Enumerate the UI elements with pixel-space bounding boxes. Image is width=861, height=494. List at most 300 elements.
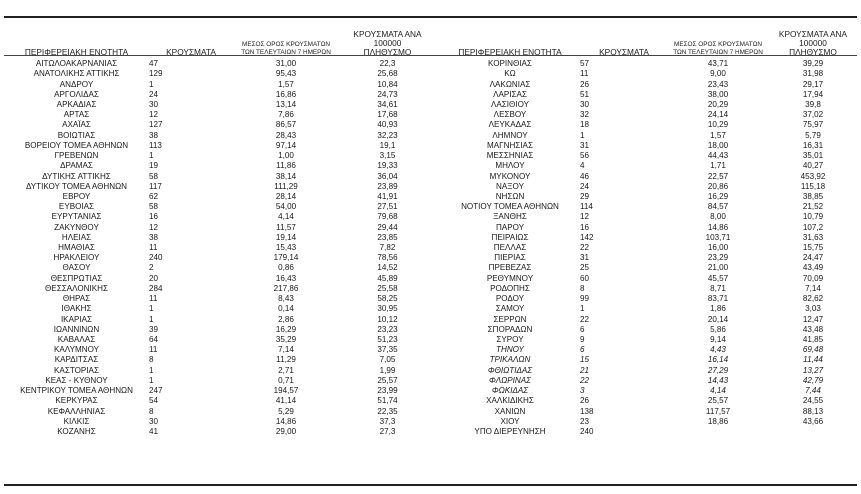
cases-cell: 62: [149, 191, 159, 201]
table-row: [440, 161, 858, 171]
region-cell: ΡΟΔΟΥ: [495, 294, 525, 304]
region-cell: ΛΕΥΚΑΔΑΣ: [488, 120, 532, 130]
region-cell: ΓΡΕΒΕΝΩΝ: [54, 151, 99, 161]
table-row: [440, 171, 858, 181]
avg7-header: [233, 30, 339, 57]
table-row: [440, 345, 858, 355]
cases-cell: 1: [149, 365, 154, 375]
cases-cell: 23: [580, 416, 590, 426]
per100k-cell: 31,98: [802, 69, 824, 79]
table-row: [4, 223, 436, 233]
cases-cell: 6: [580, 345, 585, 355]
avg7-cell: 18,86: [707, 416, 729, 426]
avg7-cell: 11,29: [276, 355, 296, 365]
bottom-rule: [4, 484, 857, 486]
cases-cell: 64: [149, 335, 159, 345]
cases-cell: 51: [580, 89, 590, 99]
per100k-cell: 78,56: [377, 253, 398, 263]
region-cell: ΕΥΒΟΙΑΣ: [58, 202, 95, 212]
per100k-cell: 35,01: [802, 151, 824, 161]
avg7-cell: 20,14: [707, 314, 729, 324]
avg7-cell: 44,43: [707, 151, 729, 161]
per100k-cell: 3,03: [805, 304, 821, 314]
per100k-header: [339, 30, 436, 57]
table-row: [4, 151, 436, 161]
table-row: [4, 120, 436, 130]
avg7-cell: 0,14: [278, 304, 294, 314]
avg7-cell: 83,71: [707, 294, 729, 304]
table-row: [440, 274, 858, 284]
table-row: [4, 171, 436, 181]
per100k-cell: 24,73: [377, 89, 398, 99]
region-cell: ΙΚΑΡΙΑΣ: [60, 314, 93, 324]
cases-cell: 16: [580, 222, 590, 232]
region-cell: ΣΥΡΟΥ: [496, 335, 524, 345]
avg7-cell: 54,00: [275, 202, 297, 212]
avg7-cell: 14,86: [707, 222, 729, 232]
table-row: [4, 335, 436, 345]
cases-cell: 19: [149, 161, 159, 171]
cases-cell: 38: [149, 232, 159, 242]
per100k-cell: 7,14: [805, 283, 821, 293]
region-cell: ΡΟΔΟΠΗΣ: [490, 283, 530, 293]
per100k-cell: 17,68: [377, 110, 398, 120]
per100k-cell: 10,79: [802, 212, 824, 222]
cases-cell: 1: [149, 151, 154, 161]
cases-cell: 240: [149, 253, 163, 263]
cases-cell: 114: [580, 202, 593, 212]
table-row: [4, 192, 436, 202]
cases-cell: 32: [580, 110, 590, 120]
per100k-cell: 30,95: [377, 304, 398, 314]
avg7-cell: 13,14: [275, 99, 297, 109]
per100k-header-line1: ΚΡΟΥΣΜΑΤΑ ΑΝΑ 100000: [778, 29, 848, 48]
avg7-cell: 7,86: [278, 110, 294, 120]
table-row: [4, 325, 436, 335]
cases-cell: 16: [149, 212, 159, 222]
region-cell: ΑΡΚΑΔΙΑΣ: [56, 99, 97, 109]
avg7-cell: 2,71: [278, 365, 294, 375]
region-cell: ΚΕΝΤΡΙΚΟΥ ΤΟΜΕΑ ΑΘΗΝΩΝ: [20, 386, 133, 396]
per100k-cell: 7,82: [379, 243, 396, 253]
region-cell: ΜΑΓΝΗΣΙΑΣ: [487, 140, 533, 150]
region-cell: ΝΟΤΙΟΥ ΤΟΜΕΑ ΑΘΗΝΩΝ: [461, 202, 559, 212]
table-row: [440, 100, 858, 110]
per100k-cell: 38,85: [802, 191, 824, 201]
region-cell: ΥΠΟ ΔΙΕΡΕΥΝΗΣΗ: [474, 426, 546, 436]
cases-cell: 1: [149, 79, 154, 89]
table-row: [4, 274, 436, 284]
avg7-cell: 16,00: [707, 243, 729, 253]
region-cell: ΤΡΙΚΑΛΩΝ: [489, 355, 531, 365]
avg7-cell: 10,29: [707, 120, 729, 130]
avg7-cell: 21,00: [707, 263, 729, 273]
cases-cell: 1: [580, 304, 585, 314]
avg7-cell: 194,57: [273, 386, 299, 396]
per100k-cell: 23,85: [377, 232, 398, 242]
avg7-cell: 35,29: [275, 335, 297, 345]
cases-cell: 127: [149, 120, 163, 130]
avg7-cell: [668, 427, 768, 437]
cases-cell: 58: [149, 202, 159, 212]
table-row: [440, 253, 858, 263]
avg7-cell: 4,43: [710, 345, 726, 355]
avg7-cell: 86,57: [275, 120, 297, 130]
table-row: [440, 427, 858, 437]
table-row: [4, 427, 436, 437]
cases-cell: 2: [149, 263, 154, 273]
cases-cell: 24: [580, 181, 590, 191]
region-cell: ΛΑΣΙΘΙΟΥ: [490, 99, 530, 109]
cases-cell: 11: [580, 69, 589, 79]
avg7-cell: 31,00: [275, 59, 297, 69]
table-row: [4, 243, 436, 253]
region-cell: ΔΥΤΙΚΗΣ ΑΤΤΙΚΗΣ: [42, 171, 111, 181]
per100k-cell: 36,04: [377, 171, 398, 181]
per100k-cell: 79,68: [377, 212, 398, 222]
region-cell: ΚΑΛΥΜΝΟΥ: [53, 345, 100, 355]
per100k-cell: 23,99: [377, 386, 398, 396]
per100k-cell: 17,94: [802, 89, 824, 99]
cases-cell: 8: [149, 406, 154, 416]
avg7-cell: 9,14: [710, 335, 726, 345]
table-row: [4, 79, 436, 89]
avg7-cell: 0,71: [278, 375, 294, 385]
cases-cell: 22: [580, 314, 590, 324]
cases-cell: 11: [149, 294, 158, 304]
avg7-cell: 16,43: [275, 273, 297, 283]
per100k-cell: 27,3: [379, 426, 396, 436]
region-cell: ΧΑΛΚΙΔΙΚΗΣ: [486, 396, 534, 406]
cases-cell: 22: [580, 243, 590, 253]
region-cell: ΘΕΣΠΡΩΤΙΑΣ: [50, 273, 103, 283]
table-row: [440, 212, 858, 222]
cases-cell: 31: [580, 140, 590, 150]
per100k-cell: 22,3: [379, 59, 396, 69]
cases-cell: 54: [149, 396, 159, 406]
region-header: ΠΕΡΙΦΕΡΕΙΑΚΗ ΕΝΟΤΗΤΑ: [458, 47, 562, 57]
region-cell: ΔΥΤΙΚΟΥ ΤΟΜΕΑ ΑΘΗΝΩΝ: [25, 181, 128, 191]
cases-cell: 26: [580, 396, 590, 406]
avg7-cell: 9,00: [710, 69, 726, 79]
avg7-cell: 18,00: [707, 140, 729, 150]
region-cell: ΦΩΚΙΔΑΣ: [491, 386, 529, 396]
cases-table-left: [4, 30, 436, 437]
top-rule: [4, 16, 857, 18]
avg7-cell: 23,43: [707, 79, 729, 89]
table-row: [440, 396, 858, 406]
per100k-cell: 16,31: [802, 140, 824, 150]
region-cell: ΦΘΙΩΤΙΔΑΣ: [487, 365, 533, 375]
avg7-cell: 28,43: [275, 130, 297, 140]
table-row: [4, 314, 436, 324]
per100k-header: [768, 30, 858, 57]
left-table-body: [4, 59, 436, 437]
avg7-cell: 38,14: [275, 171, 297, 181]
region-cell: ΠΑΡΟΥ: [495, 222, 525, 232]
per100k-cell: 43,49: [802, 263, 824, 273]
avg7-cell: 25,57: [707, 396, 729, 406]
avg7-cell: 4,14: [278, 212, 294, 222]
region-cell: ΤΗΝΟΥ: [496, 345, 524, 355]
cases-cell: 30: [149, 99, 159, 109]
per100k-cell: [768, 427, 858, 437]
cases-cell: 41: [149, 426, 159, 436]
region-cell: ΣΕΡΡΩΝ: [493, 314, 527, 324]
avg7-cell: 14,43: [707, 375, 729, 385]
per100k-cell: 10,84: [377, 79, 398, 89]
region-header: ΠΕΡΙΦΕΡΕΙΑΚΗ ΕΝΟΤΗΤΑ: [24, 47, 129, 57]
table-row: [4, 161, 436, 171]
per100k-cell: 23,23: [377, 324, 398, 334]
per100k-cell: 40,93: [377, 120, 398, 130]
region-cell: ΕΥΡΥΤΑΝΙΑΣ: [51, 212, 102, 222]
cases-cell: 30: [580, 99, 590, 109]
table-row: [440, 192, 858, 202]
region-cell: ΙΘΑΚΗΣ: [61, 304, 92, 314]
region-cell: ΦΛΩΡΙΝΑΣ: [488, 375, 532, 385]
cases-cell: 18: [580, 120, 590, 130]
per100k-cell: 45,89: [377, 273, 398, 283]
avg7-cell: 8,43: [278, 294, 294, 304]
avg7-header: [668, 30, 768, 57]
avg7-cell: 2,86: [278, 314, 294, 324]
cases-table-right: [440, 30, 858, 437]
per100k-cell: 12,47: [802, 314, 824, 324]
cases-cell: 60: [580, 273, 590, 283]
region-cell: ΝΑΞΟΥ: [496, 181, 524, 191]
region-cell: ΗΡΑΚΛΕΙΟΥ: [53, 253, 100, 263]
avg7-cell: 97,14: [275, 140, 297, 150]
avg7-cell: 22,57: [707, 171, 729, 181]
cases-cell: 15: [580, 355, 590, 365]
table-row: [440, 294, 858, 304]
table-row: [4, 141, 436, 151]
cases-cell: 1: [580, 130, 585, 140]
table-row: [4, 396, 436, 406]
table-row: [4, 345, 436, 355]
cases-cell: 1: [149, 375, 154, 385]
avg7-cell: 95,43: [275, 69, 297, 79]
cases-header: ΚΡΟΥΣΜΑΤΑ: [166, 47, 216, 57]
region-cell: ΒΟΡΕΙΟΥ ΤΟΜΕΑ ΑΘΗΝΩΝ: [24, 140, 129, 150]
avg7-cell: 103,71: [705, 232, 731, 242]
region-cell: ΔΡΑΜΑΣ: [60, 161, 93, 171]
avg7-cell: 1,00: [278, 151, 294, 161]
avg7-cell: 0,86: [278, 263, 294, 273]
table-row: [4, 59, 436, 69]
region-cell: ΑΝΑΤΟΛΙΚΗΣ ΑΤΤΙΚΗΣ: [33, 69, 120, 79]
cases-cell: 57: [580, 59, 590, 69]
per100k-cell: 3,15: [379, 151, 396, 161]
table-row: [4, 294, 436, 304]
per100k-cell: 70,09: [802, 273, 824, 283]
table-row: [440, 131, 858, 141]
avg7-cell: 5,86: [710, 324, 726, 334]
per100k-cell: 51,23: [377, 335, 398, 345]
cases-cell: 30: [149, 416, 159, 426]
avg7-header-line2: ΤΩΝ ΤΕΛΕΥΤΑΙΩΝ 7 ΗΜΕΡΩΝ: [673, 49, 763, 56]
per100k-cell: 43,48: [802, 324, 824, 334]
per100k-header-line2: ΠΛΗΘΥΣΜΟ: [789, 47, 837, 57]
per100k-cell: 7,44: [805, 386, 821, 396]
cases-cell: 9: [580, 335, 585, 345]
region-cell: ΣΑΜΟΥ: [495, 304, 525, 314]
cases-cell: 1: [149, 314, 154, 324]
per100k-cell: 41,91: [377, 191, 398, 201]
per100k-cell: 19,33: [377, 161, 398, 171]
avg7-cell: 4,14: [710, 386, 726, 396]
region-cell: ΑΡΓΟΛΙΔΑΣ: [54, 89, 99, 99]
table-row: [4, 253, 436, 263]
table-row: [4, 182, 436, 192]
avg7-cell: 117,57: [705, 406, 731, 416]
avg7-cell: 14,86: [275, 416, 297, 426]
avg7-cell: 38,00: [707, 89, 729, 99]
avg7-cell: 20,86: [707, 181, 729, 191]
table-row: [440, 151, 858, 161]
avg7-cell: 16,14: [707, 355, 729, 365]
cases-cell: 12: [149, 222, 159, 232]
table-row: [4, 202, 436, 212]
cases-cell: 117: [149, 181, 162, 191]
table-row: [4, 304, 436, 314]
region-cell: ΠΕΙΡΑΙΩΣ: [491, 232, 529, 242]
per100k-cell: 41,85: [802, 335, 824, 345]
per100k-cell: 11,44: [803, 355, 823, 365]
cases-cell: 11: [149, 345, 158, 355]
table-row: [440, 304, 858, 314]
per100k-cell: 32,23: [377, 130, 398, 140]
avg7-cell: 41,14: [275, 396, 297, 406]
avg7-header-line1: ΜΕΣΟΣ ΟΡΟΣ ΚΡΟΥΣΜΑΤΩΝ: [674, 41, 762, 48]
per100k-cell: 39,8: [805, 99, 821, 109]
avg7-cell: 23,29: [707, 253, 729, 263]
region-cell: ΖΑΚΥΝΘΟΥ: [54, 222, 99, 232]
per100k-cell: 29,17: [802, 79, 824, 89]
cases-cell: 47: [149, 59, 159, 69]
region-cell: ΣΠΟΡΑΔΩΝ: [487, 324, 533, 334]
avg7-cell: 45,57: [707, 273, 729, 283]
table-row: [4, 376, 436, 386]
avg7-cell: 111,29: [274, 181, 298, 191]
avg7-cell: 1,57: [710, 130, 726, 140]
table-row: [4, 90, 436, 100]
region-cell: ΚΙΛΚΙΣ: [63, 416, 90, 426]
table-row: [440, 263, 858, 273]
region-cell: ΚΕΑΣ - ΚΥΘΝΟΥ: [45, 375, 108, 385]
per100k-cell: 22,35: [377, 406, 398, 416]
table-row: [440, 110, 858, 120]
cases-cell: 12: [149, 110, 159, 120]
per100k-cell: 88,13: [802, 406, 824, 416]
avg7-cell: 8,00: [710, 212, 726, 222]
cases-cell: 21: [580, 365, 590, 375]
region-cell: ΛΗΜΝΟΥ: [492, 130, 528, 140]
avg7-cell: 28,14: [275, 191, 297, 201]
table-row: [4, 284, 436, 294]
region-cell: ΜΕΣΣΗΝΙΑΣ: [486, 151, 534, 161]
per100k-cell: 107,2: [802, 222, 824, 232]
region-cell: ΡΕΘΥΜΝΟΥ: [486, 273, 534, 283]
table-row: [440, 417, 858, 427]
avg7-cell: 43,71: [707, 59, 729, 69]
table-row: [440, 233, 858, 243]
table-row: [440, 223, 858, 233]
region-cell: ΧΑΝΙΩΝ: [494, 406, 526, 416]
per100k-cell: 21,52: [802, 202, 824, 212]
region-cell: ΘΑΣΟΥ: [62, 263, 91, 273]
cases-cell: 11: [149, 243, 158, 253]
table-row: [4, 386, 436, 396]
region-cell: ΚΑΒΑΛΑΣ: [57, 335, 96, 345]
cases-cell: 31: [580, 253, 590, 263]
table-row: [440, 59, 858, 69]
table-row: [440, 376, 858, 386]
table-row: [4, 110, 436, 120]
avg7-cell: 29,00: [275, 426, 297, 436]
per100k-cell: 1,99: [379, 365, 396, 375]
cases-cell: 99: [580, 294, 590, 304]
table-row: [440, 355, 858, 365]
table-row: [440, 386, 858, 396]
table-row: [4, 131, 436, 141]
region-cell: ΞΑΝΘΗΣ: [493, 212, 527, 222]
region-cell: ΑΙΤΩΛΟΑΚΑΡΝΑΝΙΑΣ: [35, 59, 118, 69]
region-cell: ΠΡΕΒΕΖΑΣ: [488, 263, 532, 273]
per100k-cell: 25,57: [377, 375, 398, 385]
table-row: [440, 90, 858, 100]
table-row: [440, 202, 858, 212]
table-row: [440, 182, 858, 192]
region-cell: ΚΑΣΤΟΡΙΑΣ: [54, 365, 99, 375]
per100k-cell: 453,92: [800, 171, 826, 181]
avg7-cell: 27,29: [707, 365, 729, 375]
per100k-cell: 10,12: [377, 314, 398, 324]
cases-cell: 24: [149, 89, 159, 99]
region-cell: ΧΙΟΥ: [500, 416, 520, 426]
per100k-cell: 43,66: [802, 416, 824, 426]
per100k-cell: 25,58: [377, 283, 398, 293]
region-cell: ΚΟΖΑΝΗΣ: [57, 426, 96, 436]
region-cell: ΛΕΣΒΟΥ: [493, 110, 527, 120]
table-row: [4, 69, 436, 79]
cases-cell: 25: [580, 263, 590, 273]
table-row: [440, 141, 858, 151]
table-row: [4, 417, 436, 427]
avg7-cell: 11,57: [276, 222, 296, 232]
avg7-cell: 16,29: [707, 191, 729, 201]
avg7-header-line1: ΜΕΣΟΣ ΟΡΟΣ ΚΡΟΥΣΜΑΤΩΝ: [242, 41, 330, 48]
table-row: [4, 233, 436, 243]
table-row: [4, 263, 436, 273]
region-cell: ΗΛΕΙΑΣ: [61, 232, 92, 242]
region-cell: ΑΝΔΡΟΥ: [59, 79, 94, 89]
avg7-cell: 7,14: [278, 345, 294, 355]
avg7-cell: 1,86: [710, 304, 726, 314]
table-row: [4, 100, 436, 110]
table-row: [4, 406, 436, 416]
cases-cell: 58: [149, 171, 159, 181]
avg7-cell: 8,71: [710, 283, 726, 293]
per100k-cell: 19,1: [379, 140, 396, 150]
header-row: [4, 30, 436, 57]
per100k-header-line2: ΠΛΗΘΥΣΜΟ: [363, 47, 412, 57]
region-cell: ΜΗΛΟΥ: [495, 161, 525, 171]
per100k-cell: 39,29: [802, 59, 824, 69]
avg7-cell: 1,71: [710, 161, 726, 171]
region-cell: ΚΕΡΚΥΡΑΣ: [55, 396, 98, 406]
